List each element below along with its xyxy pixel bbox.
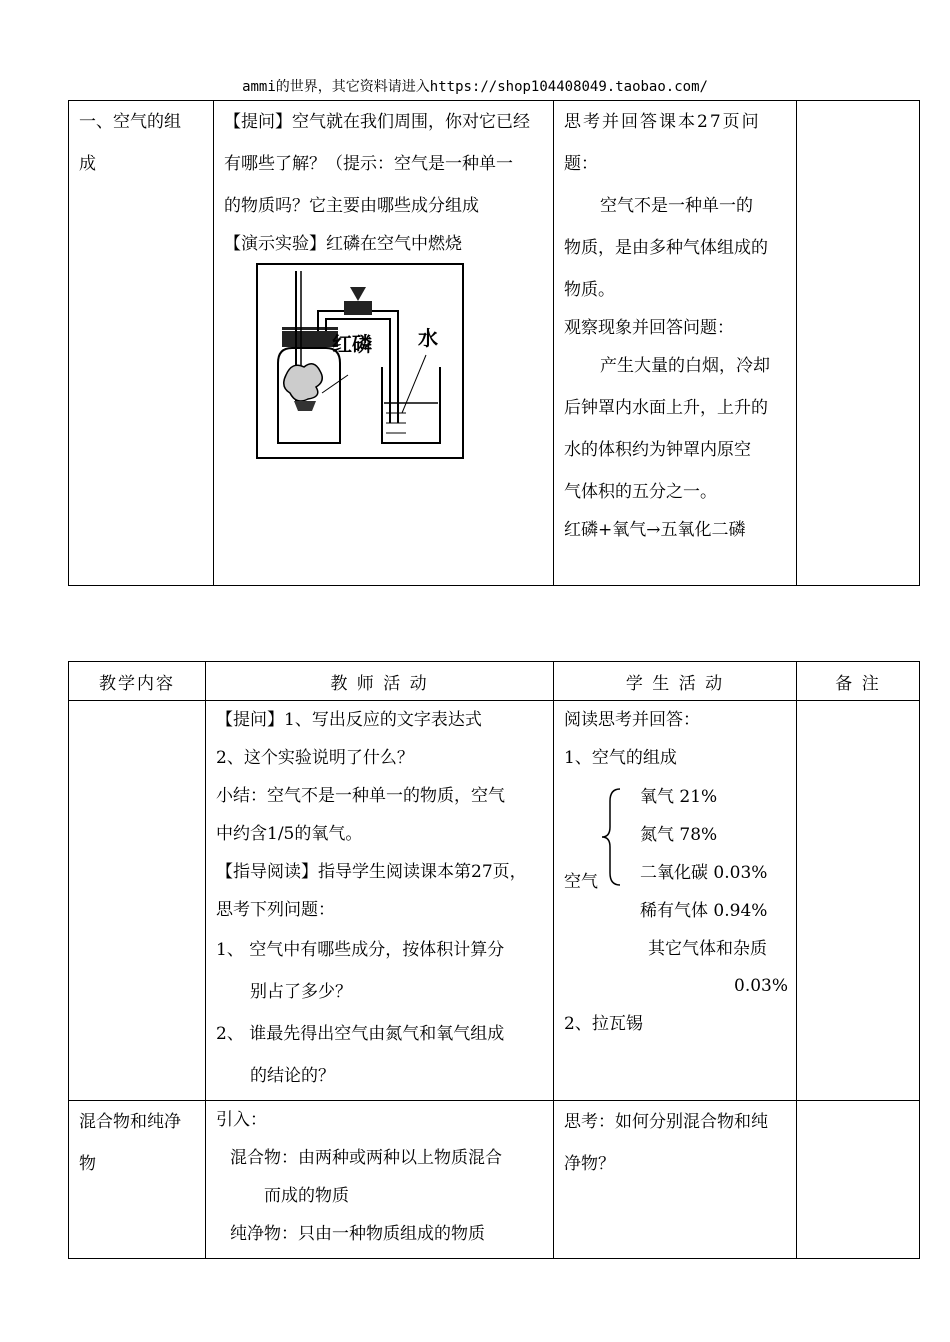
- header-teacher: 教 师 活 动: [206, 662, 554, 701]
- component-item: 氮气 78%: [640, 825, 718, 845]
- teacher-line: 引入：: [216, 1110, 267, 1130]
- student-line: 后钟罩内水面上升，上升的: [564, 398, 768, 418]
- remarks-cell: [797, 701, 920, 1101]
- row-composition: [69, 701, 920, 1101]
- component-item: 稀有气体 0.94%: [640, 901, 768, 921]
- header-content: 教学内容: [69, 662, 206, 701]
- question-text: 1、写出反应的文字表达式: [284, 710, 482, 730]
- component-item: 其它气体和杂质: [648, 939, 767, 959]
- teacher-line: 纯净物：只由一种物质组成的物质: [230, 1224, 485, 1244]
- student-line: 题：: [564, 154, 598, 174]
- teacher-cell: [214, 101, 554, 586]
- lesson-table-top: [68, 100, 920, 586]
- air-label: 空气: [564, 872, 598, 892]
- student-line: 气体积的五分之一。: [564, 482, 717, 502]
- remarks-cell: [797, 1101, 920, 1259]
- student-line: 净物？: [564, 1154, 615, 1174]
- student-line: 产生大量的白烟，冷却: [600, 356, 770, 376]
- guide-text: 指导学生阅读课本第27页，: [318, 862, 527, 882]
- student-line: 水的体积约为钟罩内原空: [564, 440, 751, 460]
- component-item: 氧气 21%: [640, 787, 718, 807]
- content-cell: [69, 1101, 206, 1259]
- header-student: 学 生 活 动: [554, 662, 797, 701]
- summary-line: 中约含1/5的氧气。: [216, 824, 363, 844]
- student-line: 2、拉瓦锡: [564, 1014, 643, 1034]
- question-line: 的物质吗？它主要由哪些成分组成: [224, 196, 479, 216]
- student-cell: [554, 1101, 797, 1259]
- header-remarks: 备 注: [797, 662, 920, 701]
- question-line: 2、这个实验说明了什么？: [216, 748, 414, 768]
- rubber-stopper: [282, 331, 338, 347]
- question-item: 别占了多少？: [250, 982, 352, 1002]
- air-composition-list: [564, 777, 789, 1005]
- component-item: 二氧化碳 0.03%: [640, 863, 768, 883]
- question-item: 1、 空气中有哪些成分，按体积计算分: [216, 940, 505, 960]
- content-cell: [69, 101, 214, 586]
- question-line: [224, 101, 543, 143]
- lesson-table-bottom: [68, 661, 920, 1259]
- row-air-composition: [69, 101, 920, 586]
- student-line: 物质。: [564, 280, 615, 300]
- content-cell: [69, 701, 206, 1101]
- student-line: 观察现象并回答问题：: [564, 318, 734, 338]
- student-line: 阅读思考并回答：: [564, 710, 700, 730]
- student-cell: [554, 701, 797, 1101]
- student-line: 空气不是一种单一的: [600, 196, 753, 216]
- guide-tag: 【指导阅读】: [216, 862, 318, 882]
- question-item: 的结论的？: [250, 1066, 335, 1086]
- content-line: 物: [79, 1154, 96, 1174]
- content-line: 混合物和纯净: [79, 1112, 181, 1132]
- experiment-figure: [256, 263, 464, 459]
- question-item: 2、 谁最先得出空气由氮气和氧气组成: [216, 1024, 505, 1044]
- student-line: 物质，是由多种气体组成的: [564, 238, 768, 258]
- label-water: 水: [418, 326, 438, 350]
- clamp: [344, 301, 372, 315]
- demo-line: [224, 227, 543, 261]
- question-line: 有哪些了解？（提示：空气是一种单一: [224, 154, 513, 174]
- equation-line: 红磷+氧气→五氧化二磷: [564, 520, 746, 540]
- teacher-cell: [206, 1101, 554, 1259]
- teacher-cell: [206, 701, 554, 1101]
- student-line: 1、空气的组成: [564, 748, 677, 768]
- student-line: 思考并回答课本27页问: [564, 112, 761, 132]
- question-line: [216, 701, 543, 739]
- student-cell: [554, 101, 797, 586]
- table-header-row: [69, 662, 920, 701]
- teacher-line: 混合物：由两种或两种以上物质混合: [230, 1148, 502, 1168]
- row-mixture-pure: [69, 1101, 920, 1259]
- content-line: 成: [79, 154, 96, 174]
- page-header: ammi的世界，其它资料请进入https://shop104408049.taobao.com/: [242, 79, 708, 95]
- question-text: 空气就在我们周围，你对它已经: [292, 112, 530, 132]
- question-tag: 【提问】: [216, 710, 284, 730]
- teacher-line: 而成的物质: [264, 1186, 349, 1206]
- student-line: 思考：如何分别混合物和纯: [564, 1112, 768, 1132]
- question-tag: 【提问】: [224, 112, 292, 132]
- label-red-phosphorus: 红磷: [332, 332, 372, 356]
- demo-tag: 【演示实验】: [224, 234, 326, 254]
- guide-line: [216, 853, 543, 891]
- demo-text: 红磷在空气中燃烧: [326, 234, 462, 254]
- component-value: 0.03%: [734, 976, 789, 996]
- content-line: 一、空气的组: [79, 112, 181, 132]
- guide-line: 思考下列问题：: [216, 900, 335, 920]
- summary-line: 小结：空气不是一种单一的物质，空气: [216, 786, 505, 806]
- brace-icon: [602, 787, 622, 887]
- remarks-cell: [797, 101, 920, 586]
